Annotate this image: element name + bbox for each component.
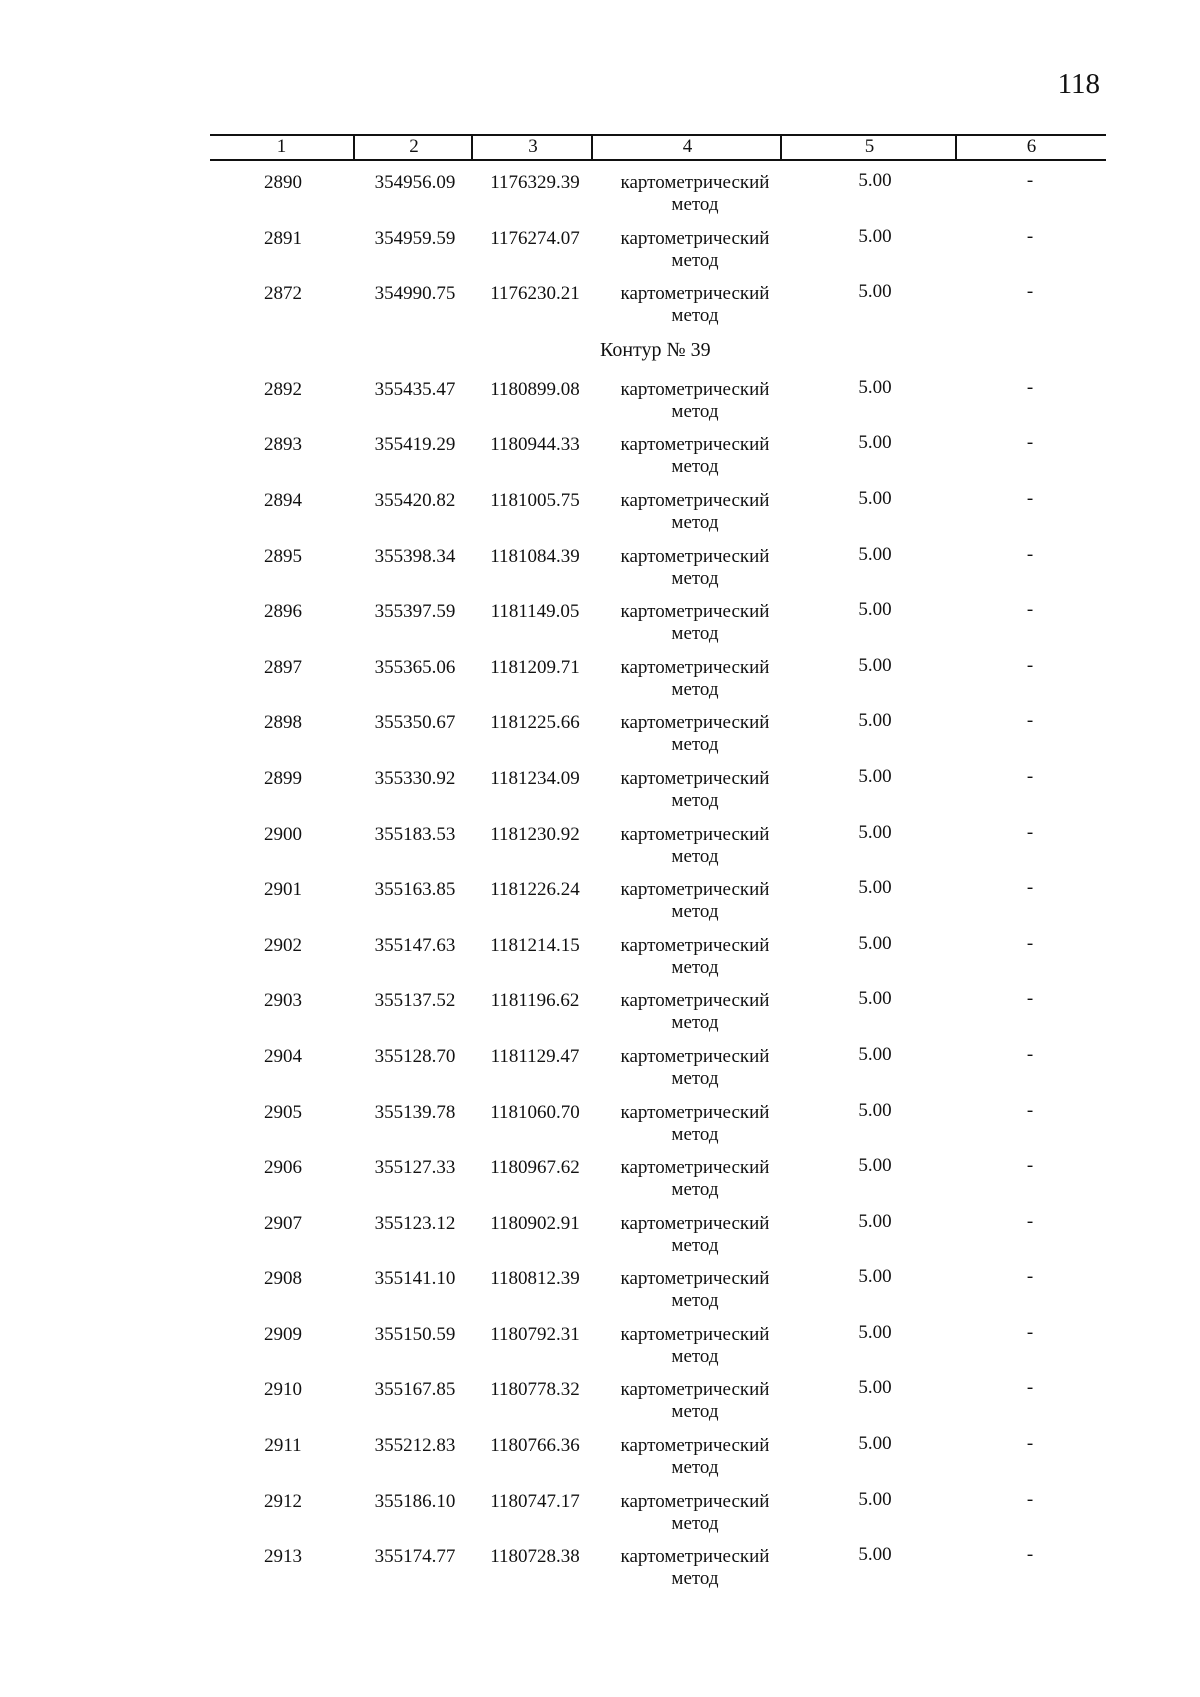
description: - bbox=[1026, 376, 1034, 398]
coord-x: 354956.09 bbox=[374, 172, 456, 193]
method bbox=[600, 1268, 790, 1312]
table-row bbox=[0, 543, 1200, 602]
accuracy: 5.00 bbox=[858, 281, 892, 303]
method-line-2: метод bbox=[671, 456, 719, 478]
coord-x: 355128.70 bbox=[374, 1045, 456, 1067]
coord-y: 1181196.62 bbox=[490, 990, 580, 1012]
accuracy: 5.00 bbox=[858, 932, 892, 954]
point-number: 2890 bbox=[264, 172, 302, 193]
point-number: 2872 bbox=[264, 283, 302, 305]
accuracy: 5.00 bbox=[858, 1377, 892, 1399]
coord-y: 1180766.36 bbox=[490, 1435, 580, 1457]
contour-title bbox=[0, 339, 1200, 379]
table-row bbox=[0, 879, 1200, 935]
point-number: 2905 bbox=[264, 1101, 302, 1123]
method-line-2: метод bbox=[671, 1568, 719, 1590]
method bbox=[600, 1157, 790, 1201]
coord-y: 1176274.07 bbox=[490, 227, 580, 249]
table-row bbox=[0, 1210, 1200, 1269]
method-line-1: картометрический bbox=[620, 378, 770, 400]
header-col-2: 2 bbox=[353, 136, 473, 159]
accuracy: 5.00 bbox=[858, 654, 892, 676]
coord-x: 355137.52 bbox=[374, 990, 456, 1012]
coord-x: 355150.59 bbox=[374, 1323, 456, 1345]
coord-y: 1181230.92 bbox=[490, 823, 580, 845]
description: - bbox=[1026, 1099, 1034, 1121]
description: - bbox=[1026, 932, 1034, 954]
coord-y: 1180747.17 bbox=[490, 1490, 580, 1512]
table-row bbox=[0, 283, 1200, 339]
method-line-1: картометрический bbox=[620, 1101, 770, 1123]
point-number: 2910 bbox=[264, 1379, 302, 1401]
description: - bbox=[1026, 1433, 1034, 1455]
method-line-1: картометрический bbox=[620, 1045, 770, 1067]
method bbox=[600, 228, 790, 272]
coord-x: 354990.75 bbox=[374, 283, 456, 305]
description: - bbox=[1026, 1210, 1034, 1232]
method bbox=[600, 824, 790, 868]
method bbox=[600, 879, 790, 923]
description: - bbox=[1026, 1266, 1034, 1288]
coord-y: 1180778.32 bbox=[490, 1379, 580, 1401]
method-line-1: картометрический bbox=[620, 823, 770, 845]
accuracy: 5.00 bbox=[858, 710, 892, 732]
point-number: 2898 bbox=[264, 712, 302, 734]
accuracy: 5.00 bbox=[858, 225, 892, 247]
method-line-1: картометрический bbox=[620, 990, 770, 1012]
point-number: 2893 bbox=[264, 434, 302, 456]
table-row bbox=[0, 821, 1200, 880]
description: - bbox=[1026, 487, 1034, 509]
method bbox=[600, 283, 790, 327]
coord-y: 1181226.24 bbox=[490, 879, 580, 901]
method-line-2: метод bbox=[671, 956, 719, 978]
accuracy: 5.00 bbox=[858, 1544, 892, 1566]
coord-x: 355420.82 bbox=[374, 489, 456, 511]
method bbox=[600, 990, 790, 1034]
table-row bbox=[0, 1488, 1200, 1547]
point-number: 2896 bbox=[264, 601, 302, 623]
coord-y: 1180944.33 bbox=[490, 434, 580, 456]
table-body bbox=[0, 172, 1200, 1602]
coord-y: 1181084.39 bbox=[490, 545, 580, 567]
table-row bbox=[0, 434, 1200, 490]
method-line-1: картометрический bbox=[620, 1323, 770, 1345]
method-line-1: картометрический bbox=[620, 545, 770, 567]
method-line-1: картометрический bbox=[620, 1379, 770, 1401]
coord-y: 1180792.31 bbox=[490, 1323, 580, 1345]
method bbox=[600, 546, 790, 590]
description: - bbox=[1026, 988, 1034, 1010]
coord-y: 1181149.05 bbox=[490, 601, 580, 623]
description: - bbox=[1026, 877, 1034, 899]
coord-y: 1176230.21 bbox=[490, 283, 580, 305]
method-line-2: метод bbox=[671, 1067, 719, 1089]
table-row bbox=[0, 712, 1200, 768]
coord-y: 1180812.39 bbox=[490, 1268, 580, 1290]
method bbox=[600, 1379, 790, 1423]
method-line-2: метод bbox=[671, 845, 719, 867]
method-line-2: метод bbox=[671, 305, 719, 327]
accuracy: 5.00 bbox=[858, 1321, 892, 1343]
accuracy: 5.00 bbox=[858, 432, 892, 454]
method-line-1: картометрический bbox=[620, 1490, 770, 1512]
method bbox=[600, 1491, 790, 1535]
accuracy: 5.00 bbox=[858, 599, 892, 621]
accuracy: 5.00 bbox=[858, 877, 892, 899]
point-number: 2901 bbox=[264, 879, 302, 901]
method-line-2: метод bbox=[671, 623, 719, 645]
coord-y: 1176329.39 bbox=[490, 172, 580, 193]
method-line-1: картометрический bbox=[620, 601, 770, 623]
coord-x: 355350.67 bbox=[374, 712, 456, 734]
description: - bbox=[1026, 710, 1034, 732]
coord-y: 1181060.70 bbox=[490, 1101, 580, 1123]
description: - bbox=[1026, 1377, 1034, 1399]
method bbox=[600, 601, 790, 645]
method-line-2: метод bbox=[671, 789, 719, 811]
method-line-1: картометрический bbox=[620, 489, 770, 511]
description: - bbox=[1026, 543, 1034, 565]
coord-y: 1181005.75 bbox=[490, 489, 580, 511]
point-number: 2913 bbox=[264, 1546, 302, 1568]
description: - bbox=[1026, 281, 1034, 303]
accuracy: 5.00 bbox=[858, 1266, 892, 1288]
method-line-2: метод bbox=[671, 249, 719, 271]
accuracy: 5.00 bbox=[858, 1155, 892, 1177]
method bbox=[600, 1046, 790, 1090]
point-number: 2891 bbox=[264, 227, 302, 249]
method bbox=[600, 1435, 790, 1479]
method-line-2: метод bbox=[671, 1179, 719, 1201]
coord-y: 1181209.71 bbox=[490, 656, 580, 678]
method-line-1: картометрический bbox=[620, 1435, 770, 1457]
method-line-2: метод bbox=[671, 567, 719, 589]
table-row bbox=[0, 932, 1200, 991]
table-row bbox=[0, 487, 1200, 546]
point-number: 2899 bbox=[264, 767, 302, 789]
method-line-2: метод bbox=[671, 1345, 719, 1367]
point-number: 2902 bbox=[264, 934, 302, 956]
method-line-1: картометрический bbox=[620, 227, 770, 249]
method-line-2: метод bbox=[671, 1123, 719, 1145]
method bbox=[600, 1324, 790, 1368]
accuracy: 5.00 bbox=[858, 988, 892, 1010]
method bbox=[600, 1102, 790, 1146]
method-line-2: метод bbox=[671, 1401, 719, 1423]
coord-x: 355365.06 bbox=[374, 656, 456, 678]
coord-x: 355183.53 bbox=[374, 823, 456, 845]
coord-y: 1180967.62 bbox=[490, 1157, 580, 1179]
description: - bbox=[1026, 1544, 1034, 1566]
point-number: 2911 bbox=[264, 1435, 302, 1457]
table-row bbox=[0, 1546, 1200, 1602]
point-number: 2906 bbox=[264, 1157, 302, 1179]
table-row bbox=[0, 990, 1200, 1046]
method-line-1: картометрический bbox=[620, 1268, 770, 1290]
description: - bbox=[1026, 654, 1034, 676]
coord-x: 355186.10 bbox=[374, 1490, 456, 1512]
table-row bbox=[0, 1435, 1200, 1491]
header-col-1: 1 bbox=[276, 136, 287, 157]
header-col-3: 3 bbox=[471, 136, 593, 159]
point-number: 2907 bbox=[264, 1212, 302, 1234]
method bbox=[600, 1213, 790, 1257]
method-line-1: картометрический bbox=[620, 656, 770, 678]
method-line-2: метод bbox=[671, 901, 719, 923]
method-line-2: метод bbox=[671, 400, 719, 422]
method-line-1: картометрический bbox=[620, 1157, 770, 1179]
table-row bbox=[0, 172, 1200, 228]
table-row bbox=[0, 376, 1200, 435]
contour-title-text: Контур № 39 bbox=[600, 338, 711, 361]
method-line-2: метод bbox=[671, 194, 719, 215]
table-row bbox=[0, 225, 1200, 284]
method-line-2: метод bbox=[671, 1290, 719, 1312]
coord-x: 355127.33 bbox=[374, 1157, 456, 1179]
accuracy: 5.00 bbox=[858, 543, 892, 565]
point-number: 2895 bbox=[264, 545, 302, 567]
point-number: 2908 bbox=[264, 1268, 302, 1290]
coord-y: 1181234.09 bbox=[490, 767, 580, 789]
coord-x: 355398.34 bbox=[374, 545, 456, 567]
coord-y: 1180902.91 bbox=[490, 1212, 580, 1234]
accuracy: 5.00 bbox=[858, 821, 892, 843]
method-line-2: метод bbox=[671, 1457, 719, 1479]
coord-x: 355397.59 bbox=[374, 601, 456, 623]
accuracy: 5.00 bbox=[858, 376, 892, 398]
description: - bbox=[1026, 225, 1034, 247]
accuracy: 5.00 bbox=[858, 1210, 892, 1232]
coord-y: 1180728.38 bbox=[490, 1546, 580, 1568]
description: - bbox=[1026, 599, 1034, 621]
method bbox=[600, 768, 790, 812]
accuracy: 5.00 bbox=[858, 170, 892, 191]
method-line-1: картометрический bbox=[620, 283, 770, 305]
header-col-6: 6 bbox=[955, 136, 1106, 159]
method-line-1: картометрический bbox=[620, 172, 770, 193]
table-row bbox=[0, 1043, 1200, 1102]
accuracy: 5.00 bbox=[858, 1433, 892, 1455]
description: - bbox=[1026, 765, 1034, 787]
method bbox=[600, 935, 790, 979]
table-row bbox=[0, 1379, 1200, 1435]
point-number: 2912 bbox=[264, 1490, 302, 1512]
table-row bbox=[0, 654, 1200, 713]
description: - bbox=[1026, 1321, 1034, 1343]
table-row bbox=[0, 601, 1200, 657]
table-row bbox=[0, 765, 1200, 824]
description: - bbox=[1026, 432, 1034, 454]
method-line-1: картометрический bbox=[620, 1212, 770, 1234]
method bbox=[600, 1546, 790, 1590]
coord-x: 355330.92 bbox=[374, 767, 456, 789]
method bbox=[600, 434, 790, 478]
description: - bbox=[1026, 170, 1034, 191]
table-row bbox=[0, 1099, 1200, 1158]
header-col-5: 5 bbox=[780, 136, 957, 159]
point-number: 2900 bbox=[264, 823, 302, 845]
coord-x: 355174.77 bbox=[374, 1546, 456, 1568]
method-line-2: метод bbox=[671, 734, 719, 756]
table-header bbox=[210, 134, 1106, 161]
method-line-2: метод bbox=[671, 1512, 719, 1534]
table-row bbox=[0, 1157, 1200, 1213]
accuracy: 5.00 bbox=[858, 1043, 892, 1065]
description: - bbox=[1026, 821, 1034, 843]
point-number: 2892 bbox=[264, 378, 302, 400]
point-number: 2894 bbox=[264, 489, 302, 511]
header-col-4: 4 bbox=[591, 136, 782, 159]
accuracy: 5.00 bbox=[858, 487, 892, 509]
method-line-2: метод bbox=[671, 1012, 719, 1034]
method bbox=[600, 712, 790, 756]
method bbox=[600, 657, 790, 701]
accuracy: 5.00 bbox=[858, 1488, 892, 1510]
coord-y: 1181225.66 bbox=[490, 712, 580, 734]
method bbox=[600, 172, 790, 216]
method-line-2: метод bbox=[671, 511, 719, 533]
coord-x: 355167.85 bbox=[374, 1379, 456, 1401]
point-number: 2897 bbox=[264, 656, 302, 678]
method-line-2: метод bbox=[671, 678, 719, 700]
method bbox=[600, 379, 790, 423]
description: - bbox=[1026, 1155, 1034, 1177]
coord-x: 355147.63 bbox=[374, 934, 456, 956]
description: - bbox=[1026, 1488, 1034, 1510]
method bbox=[600, 490, 790, 534]
method-line-1: картометрический bbox=[620, 434, 770, 456]
coord-x: 355141.10 bbox=[374, 1268, 456, 1290]
page-number: 118 bbox=[1057, 68, 1100, 100]
coord-y: 1180899.08 bbox=[490, 378, 580, 400]
coord-x: 355419.29 bbox=[374, 434, 456, 456]
point-number: 2909 bbox=[264, 1323, 302, 1345]
point-number: 2904 bbox=[264, 1045, 302, 1067]
method-line-1: картометрический bbox=[620, 712, 770, 734]
method-line-1: картометрический bbox=[620, 767, 770, 789]
coord-y: 1181129.47 bbox=[490, 1045, 580, 1067]
coord-x: 355212.83 bbox=[374, 1435, 456, 1457]
point-number: 2903 bbox=[264, 990, 302, 1012]
method-line-1: картометрический bbox=[620, 934, 770, 956]
coord-x: 354959.59 bbox=[374, 227, 456, 249]
coord-y: 1181214.15 bbox=[490, 934, 580, 956]
coord-x: 355139.78 bbox=[374, 1101, 456, 1123]
description: - bbox=[1026, 1043, 1034, 1065]
method-line-1: картометрический bbox=[620, 879, 770, 901]
method-line-2: метод bbox=[671, 1234, 719, 1256]
method-line-1: картометрический bbox=[620, 1546, 770, 1568]
table-row bbox=[0, 1321, 1200, 1380]
coord-x: 355435.47 bbox=[374, 378, 456, 400]
accuracy: 5.00 bbox=[858, 1099, 892, 1121]
table-row bbox=[0, 1268, 1200, 1324]
coord-x: 355163.85 bbox=[374, 879, 456, 901]
accuracy: 5.00 bbox=[858, 765, 892, 787]
coord-x: 355123.12 bbox=[374, 1212, 456, 1234]
